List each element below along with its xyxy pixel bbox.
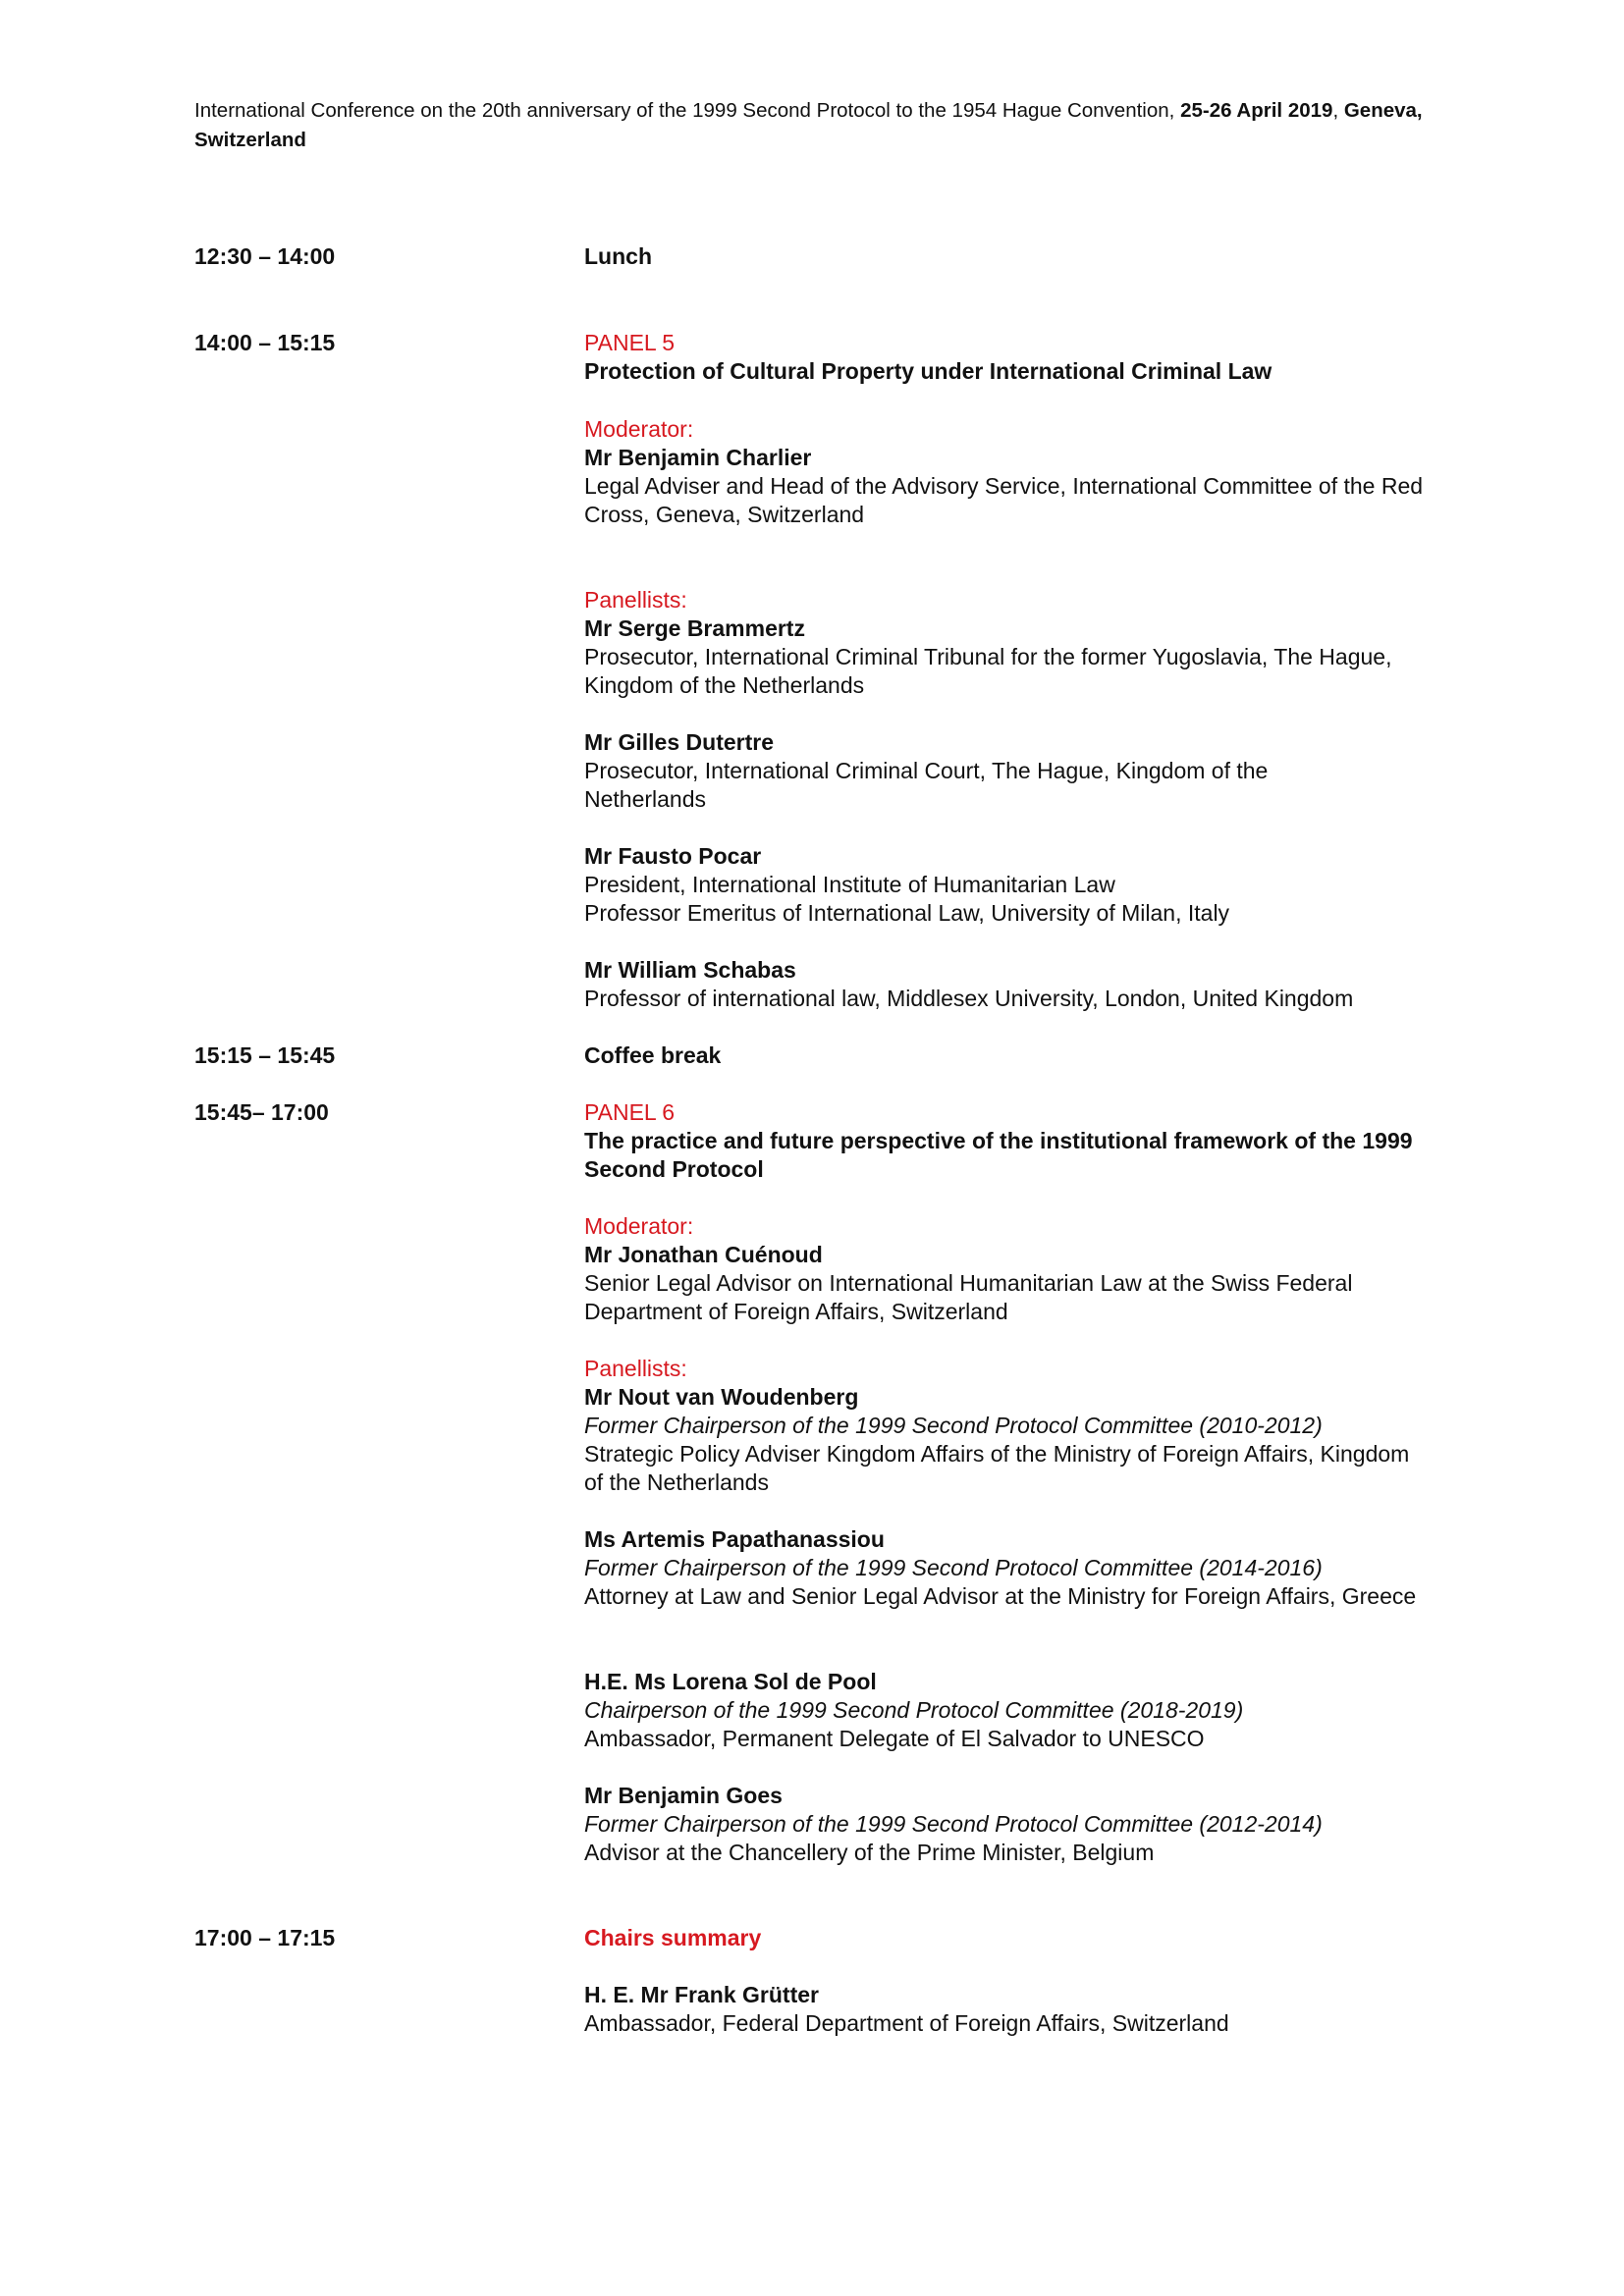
panellist-chair-role: Former Chairperson of the 1999 Second Protocol Committee (2014-2016): [584, 1555, 1323, 1580]
panellist-chair-role: Former Chairperson of the 1999 Second Protocol Committee (2012-2014): [584, 1811, 1323, 1837]
panel6-moderator: [584, 1212, 1448, 1326]
moderator-role: Legal Adviser and Head of the Advisory Service, International Committee of the Red Cross, Geneva, Switzerland: [584, 473, 1424, 527]
panellist-role-secondary: Professor Emeritus of International Law, University of Milan, Italy: [584, 900, 1230, 926]
panellist-name: H.E. Ms Lorena Sol de Pool: [584, 1669, 877, 1694]
panellist-name: Mr Benjamin Goes: [584, 1783, 783, 1808]
panel5-moderator: [584, 415, 1448, 529]
panel6-panellist-3: [584, 1668, 1448, 1753]
document-header: International Conference on the 20th anniversary of the 1999 Second Protocol to the 1954 Hague Convention, 25-26 April 2019, Geneva, Switzerland: [194, 99, 1423, 151]
panellist-role: Strategic Policy Adviser Kingdom Affairs of the Ministry of Foreign Affairs, Kingdom of the Netherlands: [584, 1441, 1410, 1495]
speaker-role: Ambassador, Federal Department of Foreign Affairs, Switzerland: [584, 2010, 1229, 2036]
session-title-lunch: Lunch: [584, 243, 652, 269]
session-title-chairs: Chairs summary: [584, 1925, 762, 1950]
panel6-block: [584, 1098, 1448, 1184]
panellists-label: Panellists:: [584, 1356, 687, 1381]
panellist-name: Ms Artemis Papathanassiou: [584, 1526, 885, 1552]
session-time-coffee: 15:15 – 15:45: [194, 1042, 336, 1068]
session-time-lunch: 12:30 – 14:00: [194, 243, 336, 269]
panellist-role: Prosecutor, International Criminal Tribunal for the former Yugoslavia, The Hague, Kingdom of the Netherlands: [584, 644, 1392, 698]
panellist-name: Mr Fausto Pocar: [584, 843, 762, 869]
panellist-role: Prosecutor, International Criminal Court, The Hague, Kingdom of the Netherlands: [584, 758, 1269, 812]
panellist-name: Mr Nout van Woudenberg: [584, 1384, 859, 1410]
panel5-panellist-3: [584, 842, 1448, 928]
header-place: Geneva, Switzerland: [194, 99, 1423, 151]
panel6-panellist-4: [584, 1782, 1448, 1867]
panellist-role: Advisor at the Chancellery of the Prime Minister, Belgium: [584, 1840, 1155, 1865]
panellist-name: Mr Gilles Dutertre: [584, 729, 774, 755]
moderator-label: Moderator:: [584, 416, 694, 442]
panel5-panellists: [584, 586, 1448, 700]
panel6-panellist-2: [584, 1525, 1448, 1611]
header-text: International Conference on the 20th anniversary of the 1999 Second Protocol to the 1954 Hague Convention,: [194, 99, 1181, 122]
moderator-label: Moderator:: [584, 1213, 694, 1239]
moderator-name: Mr Benjamin Charlier: [584, 445, 812, 470]
session-time-chairs: 17:00 – 17:15: [194, 1925, 336, 1950]
panel6-label: PANEL 6: [584, 1099, 676, 1125]
panellist-role: Professor of international law, Middlesex University, London, United Kingdom: [584, 986, 1354, 1011]
panellist-role: Ambassador, Permanent Delegate of El Salvador to UNESCO: [584, 1726, 1205, 1751]
panellist-role: Attorney at Law and Senior Legal Advisor at the Ministry for Foreign Affairs, Greece: [584, 1583, 1417, 1609]
speaker-name: H. E. Mr Frank Grütter: [584, 1982, 819, 2007]
panel5-title: Protection of Cultural Property under International Criminal Law: [584, 358, 1272, 384]
panellist-name: Mr William Schabas: [584, 957, 796, 983]
panel5-panellist-4: [584, 956, 1448, 1013]
session-time-panel6: 15:45– 17:00: [194, 1099, 329, 1125]
session-title-coffee: Coffee break: [584, 1042, 722, 1068]
panel5-panellist-2: [584, 728, 1448, 814]
moderator-role: Senior Legal Advisor on International Humanitarian Law at the Swiss Federal Department of Foreign Affairs, Switzerland: [584, 1270, 1353, 1324]
panel6-panellists: [584, 1355, 1448, 1497]
panel5-label: PANEL 5: [584, 330, 676, 355]
chairs-speaker: [584, 1981, 1448, 2038]
panel5-block: [584, 329, 1448, 386]
panellist-chair-role: Chairperson of the 1999 Second Protocol Committee (2018-2019): [584, 1697, 1244, 1723]
panel6-title: The practice and future perspective of the institutional framework of the 1999 Second Protocol: [584, 1128, 1413, 1182]
panellists-label: Panellists:: [584, 587, 687, 613]
moderator-name: Mr Jonathan Cuénoud: [584, 1242, 823, 1267]
session-time-panel5: 14:00 – 15:15: [194, 330, 336, 355]
panellist-name: Mr Serge Brammertz: [584, 615, 805, 641]
panellist-role: President, International Institute of Humanitarian Law: [584, 872, 1115, 897]
header-date: 25-26 April 2019: [1180, 99, 1333, 122]
panellist-chair-role: Former Chairperson of the 1999 Second Protocol Committee (2010-2012): [584, 1413, 1323, 1438]
